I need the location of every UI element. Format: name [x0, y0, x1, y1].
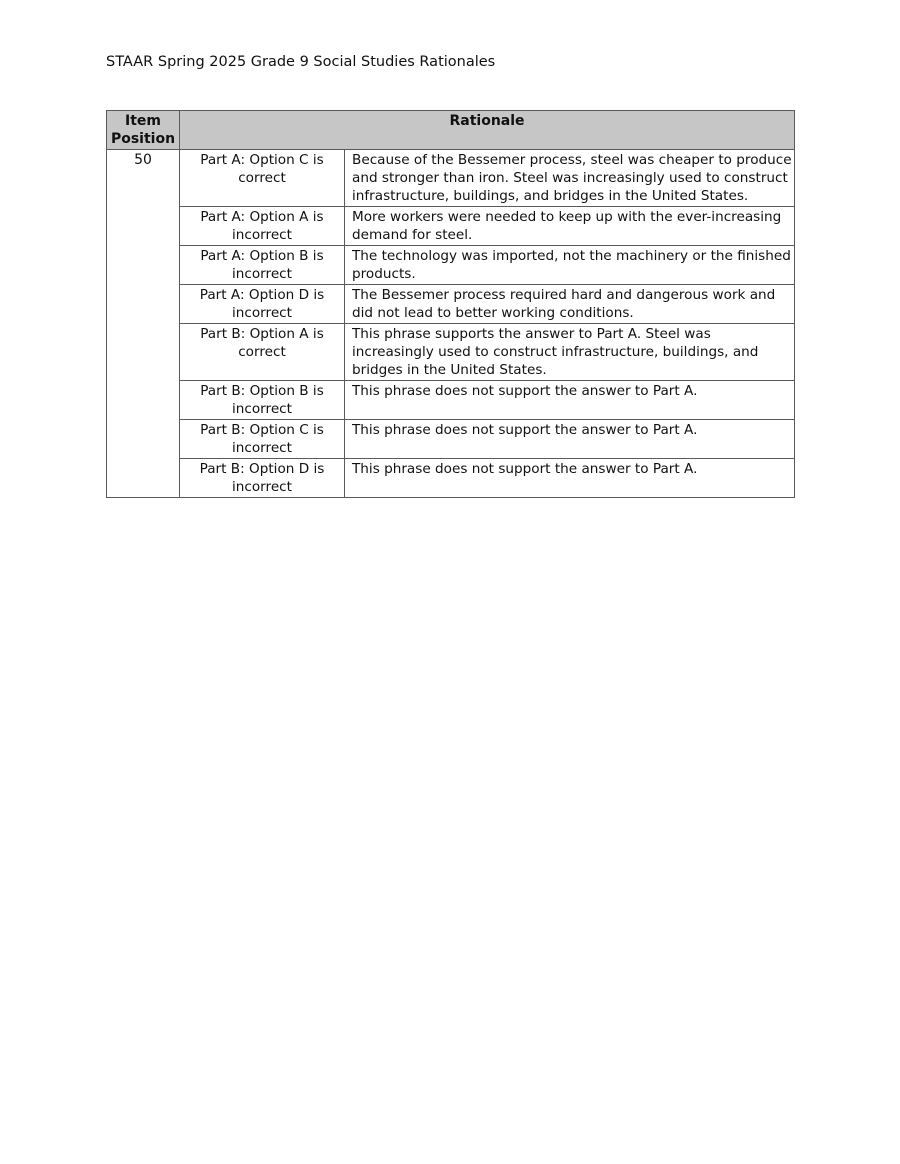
rationale-text-cell: This phrase does not support the answer to Part A.	[345, 420, 795, 459]
option-cell: Part A: Option B is incorrect	[180, 246, 345, 285]
item-position-cell: 50	[107, 150, 180, 498]
option-cell: Part A: Option A is incorrect	[180, 207, 345, 246]
table-row	[107, 381, 795, 420]
table-row	[107, 420, 795, 459]
table-row	[107, 150, 795, 207]
table-row	[107, 459, 795, 498]
rationale-text-cell: This phrase does not support the answer to Part A.	[345, 459, 795, 498]
rationale-text-cell: Because of the Bessemer process, steel was cheaper to produce and stronger than iron. Steel was increasingly used to construct infrastructure, buildings, and bridges in the United States.	[345, 150, 795, 207]
rationale-text-cell: This phrase supports the answer to Part A. Steel was increasingly used to construct infrastructure, buildings, and bridges in the United States.	[345, 324, 795, 381]
table-row	[107, 285, 795, 324]
option-cell: Part A: Option C is correct	[180, 150, 345, 207]
rationale-text-cell: More workers were needed to keep up with the ever-increasing demand for steel.	[345, 207, 795, 246]
option-cell: Part B: Option D is incorrect	[180, 459, 345, 498]
rationale-text-cell: The technology was imported, not the machinery or the finished products.	[345, 246, 795, 285]
option-cell: Part B: Option B is incorrect	[180, 381, 345, 420]
rationale-text-cell: The Bessemer process required hard and dangerous work and did not lead to better working conditions.	[345, 285, 795, 324]
rationale-text-cell: This phrase does not support the answer to Part A.	[345, 381, 795, 420]
option-cell: Part B: Option C is incorrect	[180, 420, 345, 459]
table-row	[107, 207, 795, 246]
page-header: STAAR Spring 2025 Grade 9 Social Studies Rationales	[106, 54, 496, 70]
table-row	[107, 246, 795, 285]
option-cell: Part B: Option A is correct	[180, 324, 345, 381]
rationale-table	[106, 110, 795, 498]
column-header-rationale: Rationale	[180, 111, 795, 150]
option-cell: Part A: Option D is incorrect	[180, 285, 345, 324]
table-header-row	[107, 111, 795, 150]
column-header-item-position: Item Position	[107, 111, 180, 150]
table-row	[107, 324, 795, 381]
